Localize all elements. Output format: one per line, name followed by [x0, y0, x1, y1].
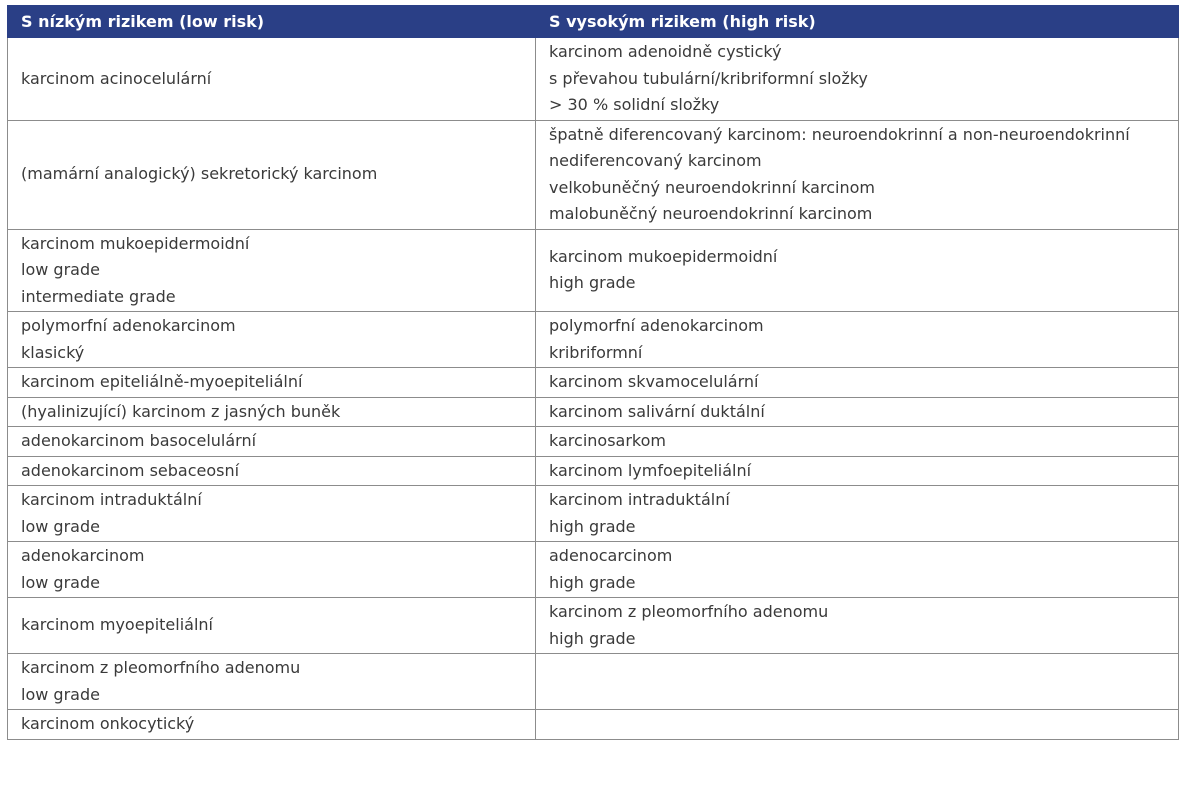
table-body: [8, 38, 1179, 740]
high-risk-cell: [536, 427, 1179, 457]
high-risk-cell: [536, 710, 1179, 740]
low-risk-cell: [8, 710, 536, 740]
table-row: [8, 229, 1179, 312]
high-risk-cell: [536, 542, 1179, 598]
low-risk-cell: [8, 598, 536, 654]
cell-line: karcinom epiteliálně-myoepiteliální: [21, 372, 303, 391]
table-row: [8, 654, 1179, 710]
cell-line: (hyalinizující) karcinom z jasných buněk: [21, 401, 341, 421]
cell-line: adenokarcinom sebaceosní: [21, 460, 240, 480]
cell-line: high grade: [549, 516, 636, 536]
cell-line: high grade: [549, 572, 636, 592]
cell-line: kribriformní: [549, 342, 643, 362]
cell-line: polymorfní adenokarcinom: [21, 316, 236, 335]
cell-line: malobuněčný neuroendokrinní karcinom: [549, 204, 873, 223]
high-risk-cell: [536, 486, 1179, 542]
cell-line: (mamární analogický) sekretorický karcinom: [21, 164, 378, 184]
cell-line: velkobuněčný neuroendokrinní karcinom: [549, 177, 875, 197]
high-risk-cell: [536, 120, 1179, 229]
cell-line: karcinom skvamocelulární: [549, 372, 759, 391]
cell-line: karcinom salivární duktální: [549, 401, 765, 421]
table-row: [8, 542, 1179, 598]
table-header-row: [8, 6, 1179, 38]
cell-line: polymorfní adenokarcinom: [549, 316, 764, 335]
cell-line: adenokarcinom: [21, 546, 145, 565]
low-risk-cell: [8, 229, 536, 312]
low-risk-cell: [8, 38, 536, 121]
cell-line: low grade: [21, 516, 100, 536]
table-row: [8, 368, 1179, 398]
high-risk-cell: [536, 654, 1179, 710]
high-risk-cell: [536, 229, 1179, 312]
low-risk-cell: [8, 397, 536, 427]
cell-line: low grade: [21, 260, 100, 279]
cell-line: intermediate grade: [21, 286, 176, 306]
table-row: [8, 312, 1179, 368]
cell-line: s převahou tubulární/kribriformní složky: [549, 68, 868, 88]
cell-line: karcinosarkom: [549, 431, 666, 450]
cell-line: karcinom myoepiteliální: [21, 615, 213, 635]
low-risk-cell: [8, 542, 536, 598]
cell-line: špatně diferencovaný karcinom: neuroendokrinní a non-neuroendokrinní: [549, 124, 1130, 144]
cell-line: karcinom intraduktální: [21, 490, 202, 509]
low-risk-cell: [8, 368, 536, 398]
cell-line: karcinom mukoepidermoidní: [21, 233, 250, 253]
cell-line: low grade: [21, 684, 100, 704]
table-row: [8, 427, 1179, 457]
cell-line: high grade: [549, 273, 636, 293]
table-row: [8, 486, 1179, 542]
cell-line: adenokarcinom basocelulární: [21, 431, 257, 450]
cell-line: > 30 % solidní složky: [549, 95, 720, 114]
cell-line: karcinom acinocelulární: [21, 68, 212, 88]
cell-line: karcinom z pleomorfního adenomu: [549, 602, 829, 621]
cell-line: klasický: [21, 342, 85, 362]
table-row: [8, 38, 1179, 121]
cell-line: karcinom z pleomorfního adenomu: [21, 658, 301, 677]
cell-line: karcinom adenoidně cystický: [549, 42, 782, 61]
header-high-risk: S vysokým rizikem (high risk): [536, 6, 1179, 38]
header-low-risk: S nízkým rizikem (low risk): [8, 6, 536, 38]
low-risk-cell: [8, 486, 536, 542]
low-risk-cell: [8, 427, 536, 457]
cell-line: karcinom onkocytický: [21, 714, 195, 733]
table-row: [8, 397, 1179, 427]
table-row: [8, 120, 1179, 229]
cell-line: karcinom intraduktální: [549, 490, 730, 509]
low-risk-cell: [8, 456, 536, 486]
low-risk-cell: [8, 654, 536, 710]
high-risk-cell: [536, 397, 1179, 427]
table-row: [8, 710, 1179, 740]
low-risk-cell: [8, 312, 536, 368]
cell-line: high grade: [549, 628, 636, 648]
high-risk-cell: [536, 598, 1179, 654]
high-risk-cell: [536, 368, 1179, 398]
low-risk-cell: [8, 120, 536, 229]
table-row: [8, 456, 1179, 486]
cell-line: adenocarcinom: [549, 546, 673, 565]
high-risk-cell: [536, 38, 1179, 121]
table-row: [8, 598, 1179, 654]
cell-line: nediferencovaný karcinom: [549, 151, 762, 170]
high-risk-cell: [536, 312, 1179, 368]
risk-classification-table: [7, 5, 1179, 740]
cell-line: low grade: [21, 572, 100, 592]
cell-line: karcinom lymfoepiteliální: [549, 460, 752, 480]
high-risk-cell: [536, 456, 1179, 486]
cell-line: karcinom mukoepidermoidní: [549, 246, 778, 266]
